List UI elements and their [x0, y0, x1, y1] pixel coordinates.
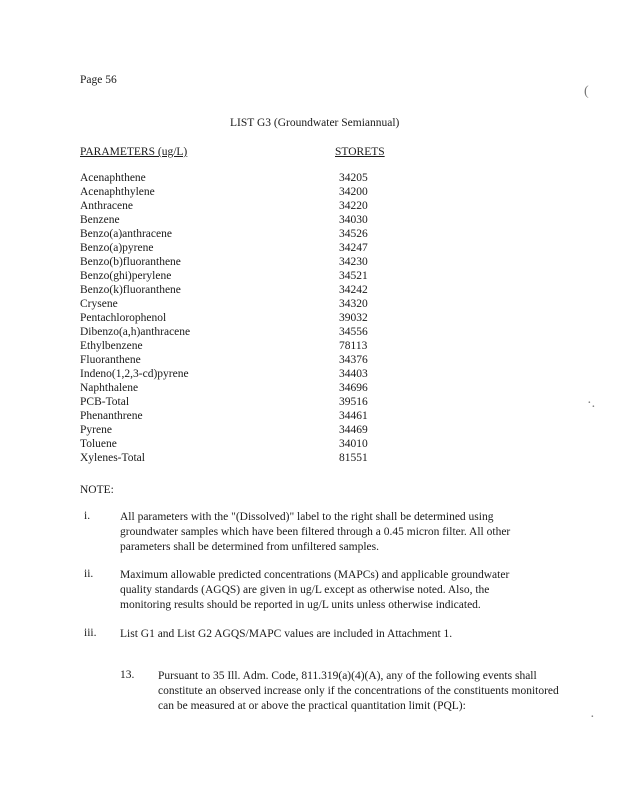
parameter-name: Crysene	[80, 298, 118, 310]
table-row	[80, 381, 380, 395]
note-number: i.	[84, 510, 91, 522]
table-row	[80, 241, 380, 255]
storet-code: 34526	[339, 228, 368, 240]
parameter-name: Benzene	[80, 214, 120, 226]
table-row	[80, 255, 380, 269]
parameter-name: Benzo(b)fluoranthene	[80, 256, 181, 268]
note-text: Maximum allowable predicted concentrations (MAPCs) and applicable groundwater quality standards (AGQS) are given in ug/L except as otherwise noted. Also, the monitoring results should be reported in ug/L units unless otherwise indicated.	[120, 569, 510, 611]
parameter-name: Benzo(a)pyrene	[80, 242, 154, 254]
note-text: List G1 and List G2 AGQS/MAPC values are included in Attachment 1.	[120, 628, 453, 640]
list-title: LIST G3 (Groundwater Semiannual)	[230, 117, 400, 129]
parameter-name: Xylenes-Total	[80, 452, 145, 464]
table-row	[80, 395, 380, 409]
table-row	[80, 171, 380, 185]
table-row	[80, 325, 380, 339]
storet-code: 78113	[339, 340, 368, 352]
table-row	[80, 437, 380, 451]
storet-code: 34521	[339, 270, 368, 282]
table-row	[80, 353, 380, 367]
note-text: All parameters with the "(Dissolved)" label to the right shall be determined using groundwater samples which have been filtered through a 0.45 micron filter. All other parameters shall be determined from unfiltered samples.	[120, 511, 511, 553]
table-row	[80, 423, 380, 437]
parameter-name: Dibenzo(a,h)anthracene	[80, 326, 191, 338]
storet-code: 34247	[339, 242, 368, 254]
table-row	[80, 409, 380, 423]
note-number: iii.	[84, 627, 97, 639]
storet-code: 34242	[339, 284, 368, 296]
parameter-name: Benzo(a)anthracene	[80, 228, 172, 240]
table-row	[80, 185, 380, 199]
storet-code: 34403	[339, 368, 368, 380]
item-text: Pursuant to 35 Ill. Adm. Code, 811.319(a)(4)(A), any of the following events shall constitute an observed increase only if the concentrations of the constituents monitored can be measured at or above the practical quantitation limit (PQL):	[158, 670, 559, 712]
parameter-name: Anthracene	[80, 200, 133, 212]
table-row	[80, 339, 380, 353]
parameter-name: Acenaphthylene	[80, 186, 155, 198]
parameter-name: Benzo(k)fluoranthene	[80, 284, 181, 296]
parameter-name: Fluoranthene	[80, 354, 141, 366]
parameter-name: Naphthalene	[80, 382, 139, 394]
table-row	[80, 297, 380, 311]
storet-code: 34696	[339, 382, 368, 394]
storet-code: 34200	[339, 186, 368, 198]
parameter-name: Indeno(1,2,3-cd)pyrene	[80, 368, 189, 380]
storet-code: 34030	[339, 214, 368, 226]
storet-code: 34320	[339, 298, 368, 310]
parameter-table	[80, 171, 380, 465]
parameter-name: Pentachlorophenol	[80, 312, 167, 324]
parameter-name: Phenanthrene	[80, 410, 143, 422]
parameters-column-header: PARAMETERS (ug/L)	[80, 146, 188, 158]
table-row	[80, 311, 380, 325]
table-row	[80, 451, 380, 465]
parameter-name: Acenaphthene	[80, 172, 146, 184]
storet-code: 34461	[339, 410, 368, 422]
table-row	[80, 213, 380, 227]
storet-code: 34230	[339, 256, 368, 268]
item-number: 13.	[120, 669, 135, 681]
scan-mark: ·	[590, 710, 595, 725]
parameter-name: Toluene	[80, 438, 117, 450]
storet-code: 34376	[339, 354, 368, 366]
storets-column-header: STORETS	[335, 146, 385, 158]
note-heading: NOTE:	[80, 484, 114, 496]
scan-mark: (	[584, 84, 589, 99]
table-row	[80, 283, 380, 297]
note-number: ii.	[84, 568, 94, 580]
parameter-name: Pyrene	[80, 424, 112, 436]
table-row	[80, 367, 380, 381]
parameter-name: Ethylbenzene	[80, 340, 143, 352]
page-number: Page 56	[80, 74, 117, 86]
storet-code: 34469	[339, 424, 368, 436]
parameter-name: Benzo(ghi)perylene	[80, 270, 172, 282]
storet-code: 81551	[339, 452, 368, 464]
storet-code: 34010	[339, 438, 368, 450]
table-row	[80, 269, 380, 283]
storet-code: 34205	[339, 172, 368, 184]
storet-code: 34220	[339, 200, 368, 212]
storet-code: 39516	[339, 396, 368, 408]
parameter-name: PCB-Total	[80, 396, 130, 408]
storet-code: 34556	[339, 326, 368, 338]
table-row	[80, 199, 380, 213]
scan-mark: ·.	[587, 396, 596, 411]
storet-code: 39032	[339, 312, 368, 324]
table-row	[80, 227, 380, 241]
